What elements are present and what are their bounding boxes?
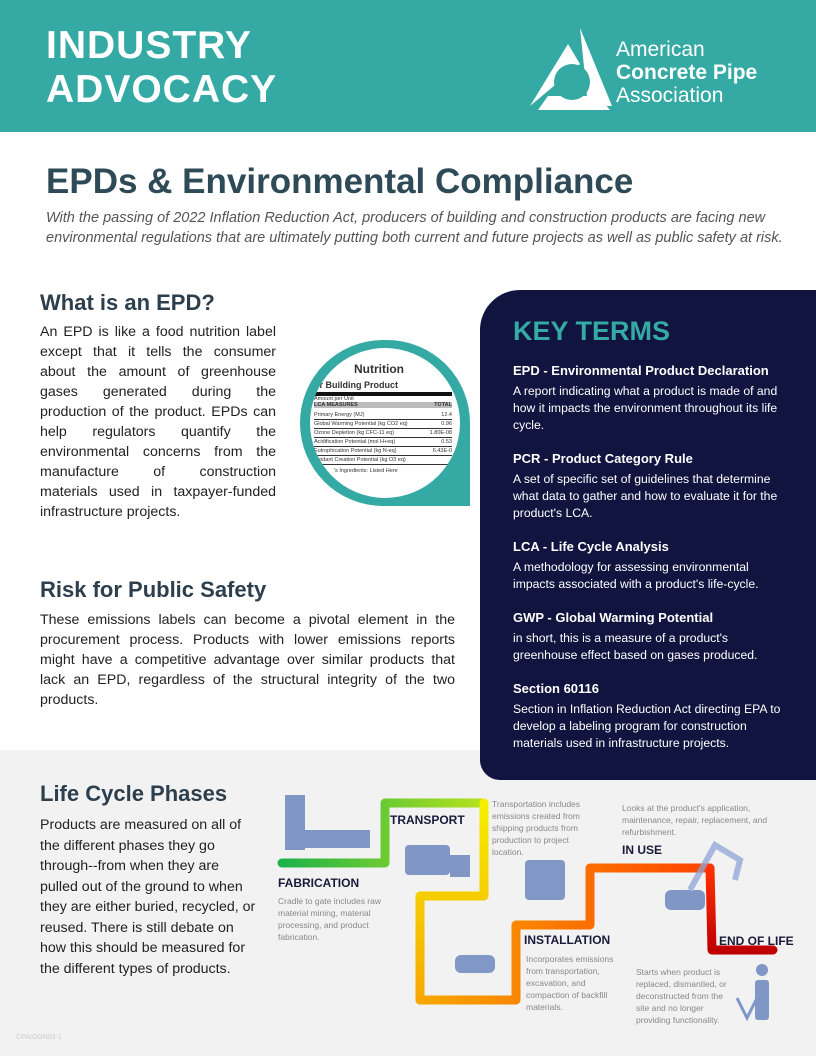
- dump-truck-illustration: [525, 860, 565, 900]
- excavator-illustration: [665, 890, 705, 910]
- logo-line: American: [616, 38, 705, 61]
- truck-illustration: [405, 845, 450, 875]
- label-measure: Global Warming Potential (kg CO2 eq): [314, 421, 408, 427]
- stage-desc: Looks at the product's application, maintenance, repair, replacement, and refurbishment.: [622, 803, 768, 837]
- stage-end-of-life: END OF LIFE: [719, 934, 794, 948]
- label-title: Nutrition: [354, 362, 404, 376]
- key-term-body: Section in Inflation Reduction Act directing EPA to develop a labeling program for construction materials used in infrastructure projects.: [513, 702, 781, 750]
- label-subtitle: ur Building Product: [314, 380, 452, 396]
- key-term-title: GWP - Global Warming Potential: [513, 610, 714, 625]
- label-measure: Ozone Depletion (kg CFC-11 eq): [314, 430, 394, 436]
- key-term-body: A methodology for assessing environmental impacts associated with a product's life-cycle.: [513, 560, 759, 591]
- factory-illustration: [285, 795, 305, 850]
- label-amount: Amount per Unit: [314, 396, 354, 402]
- label-measure: Primary Energy (MJ): [314, 412, 365, 418]
- page-title: EPDs & Environmental Compliance: [46, 162, 634, 201]
- title-line: INDUSTRY: [46, 24, 252, 67]
- stage-desc: Transportation includes emissions created from shipping products from production to project location.: [492, 799, 581, 857]
- key-term-body: in short, this is a measure of a product's greenhouse effect based on gases produced.: [513, 631, 758, 662]
- epd-body: An EPD is like a food nutrition label except that it tells the consumer about the amount of greenhouse gases generated during the production of the product. EPDs can help regulators quantify the environmental concerns from the manufacture of construction materials used in taxpayer-funded infrastructure projects.: [40, 324, 276, 520]
- key-term-title: EPD - Environmental Product Declaration: [513, 363, 769, 378]
- intro-text: With the passing of 2022 Inflation Reduction Act, producers of building and construction products are facing new environmental regulations that are ultimately putting both current and future projects as well as public safety at risk.: [46, 210, 783, 246]
- label-value: 0.96: [441, 421, 452, 427]
- label-value: 6.43E-0: [432, 448, 452, 454]
- stage-desc: Cradle to gate includes raw material mining, material processing, and product fabrication.: [278, 896, 382, 942]
- epd-heading: What is an EPD?: [40, 290, 215, 315]
- key-terms-heading: KEY TERMS: [513, 316, 671, 346]
- title-line: ADVOCACY: [46, 68, 278, 111]
- key-term-body: A report indicating what a product is made of and how it impacts the environment throughout its life cycle.: [513, 384, 778, 432]
- stage-installation: INSTALLATION: [524, 933, 611, 947]
- label-value: 12.4: [441, 412, 452, 418]
- label-measure: Eutrophication Potential (kg N-eq): [314, 448, 397, 454]
- key-term-body: A set of specific set of guidelines that determine what data to gather and how to evaluate it for the product's LCA.: [513, 472, 778, 520]
- label-value: 0.53: [441, 439, 452, 445]
- stage-in-use: IN USE: [622, 843, 663, 857]
- stage-desc: Starts when product is replaced, dismantled, or deconstructed from the site and no longer providing functionality.: [636, 967, 727, 1025]
- stage-desc: Incorporates emissions from transportation, excavation, and compaction of backfill materials.: [526, 954, 614, 1012]
- label-measure: Oxidant Creation Potential (kg O3 eq): [314, 457, 406, 463]
- excavator-illustration: [455, 955, 495, 973]
- label-col: TOTAL: [434, 402, 452, 408]
- key-term-title: LCA - Life Cycle Analysis: [513, 539, 669, 554]
- label-value: 1.80E-08: [429, 430, 452, 436]
- stage-fabrication: FABRICATION: [278, 876, 360, 890]
- label-col: LCA MEASURES: [314, 402, 358, 408]
- label-footer: 's Ingredients: Listed Here: [334, 468, 398, 474]
- key-term-title: Section 60116: [513, 681, 599, 696]
- lifecycle-heading: Life Cycle Phases: [40, 781, 228, 806]
- risk-body: These emissions labels can become a pivotal element in the procurement process. Products with lower emissions reports might have a competitive advantage over similar products that lack an EPD, regardless of the structural integrity of the two products.: [40, 612, 455, 708]
- label-measure: Acidification Potential (mol H+eq): [314, 439, 396, 445]
- logo-line: Association: [616, 84, 724, 107]
- stage-transport: TRANSPORT: [390, 813, 465, 827]
- logo-line: Concrete Pipe: [616, 61, 758, 84]
- key-term-title: PCR - Product Category Rule: [513, 451, 693, 466]
- person-recycling-icon: [756, 964, 768, 976]
- lifecycle-body: Products are measured on all of the different phases they go through--from when they are pulled out of the ground to when they are either buried, recycled, or reused. There is still debate on how this should be measured for the different types of products.: [40, 817, 256, 977]
- document-code: CPAIOGN03-1: [16, 1034, 62, 1041]
- risk-heading: Risk for Public Safety: [40, 577, 267, 602]
